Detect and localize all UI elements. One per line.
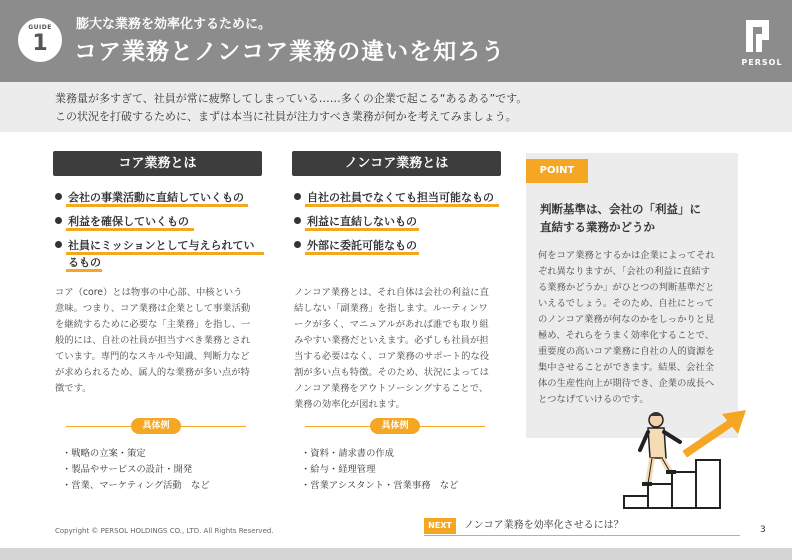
noncore-bullet-1-text: 自社の社員でなくても担当可能なもの [307, 191, 494, 204]
next-underline [424, 535, 740, 536]
core-bullet-1-text: 会社の事業活動に直結していくもの [68, 191, 244, 204]
core-example-item: ・営業、マーケティング活動 など [62, 480, 210, 491]
bullet-dot [294, 217, 301, 224]
noncore-description [294, 285, 489, 413]
core-desc-line: を継続するために必要な「主業務」を指し、一 [55, 319, 251, 330]
persol-logo [738, 18, 786, 70]
logo-text: PERSOL [741, 58, 783, 67]
core-example-item: ・戦略の立案・策定 [62, 448, 146, 459]
core-desc-line: 徴です。 [55, 383, 92, 394]
point-body-line: のノンコア業務が何なのかをしっかりと見 [538, 314, 715, 325]
core-desc-line: 意味。つまり、コア業務は企業として事業活動 [55, 303, 251, 314]
copyright-text: Copyright © PERSOL HOLDINGS CO., LTD. All Rights Reserved. [55, 527, 274, 535]
noncore-bullet-2-text: 利益に直結しないもの [307, 215, 417, 228]
point-body-line: る業務かどうか」がひとつの判断基準だと [538, 282, 715, 293]
core-heading: コア業務とは [53, 151, 262, 176]
bullet-dot [55, 241, 62, 248]
point-body-line: 集中させることができます。結果、会社全 [538, 362, 714, 373]
core-bullet-2-underline [66, 228, 194, 231]
core-desc-line: ています。専門的なスキルや知識、判断力など [55, 351, 250, 362]
point-body-line: いえるでしょう。そのため、自社にとって [538, 298, 714, 309]
intro-panel [0, 82, 792, 132]
bullet-dot [55, 193, 62, 200]
guide-number: 1 [32, 31, 48, 56]
point-body-line: 極め、それらをうまく効率化することで、 [538, 330, 715, 341]
noncore-desc-line: 業務の効率化が図れます。 [294, 399, 405, 410]
noncore-bullet-3-underline [305, 252, 419, 255]
core-bullet-3 [55, 237, 255, 253]
point-title [540, 200, 701, 236]
noncore-bullet-3 [294, 237, 417, 253]
next-link-text: ノンコア業務を効率化させるには？ [464, 520, 624, 531]
point-body [538, 248, 715, 408]
noncore-example-item: ・営業アシスタント・営業事務 など [301, 480, 459, 491]
noncore-desc-line: ークが多く、マニュアルがあれば誰でも取り組 [294, 319, 489, 330]
core-bullet-3-cont-underline [66, 269, 102, 272]
point-body-line: ぞれ異なりますが、「会社の利益に直結す [538, 266, 710, 277]
core-bullet-2 [55, 213, 189, 229]
noncore-bullet-1-underline [305, 204, 499, 207]
noncore-example-item: ・給与・経理管理 [301, 464, 376, 475]
noncore-desc-line: みやすい業務だといえます。必ずしも社員が担 [294, 335, 489, 346]
noncore-example-item: ・資料・請求書の作成 [301, 448, 394, 459]
point-title-line: 直結する業務かどうか [540, 220, 655, 234]
bullet-dot [294, 193, 301, 200]
page-header [0, 0, 792, 82]
next-tag: NEXT [424, 518, 456, 534]
page-number: 3 [760, 525, 766, 535]
core-bullet-2-text: 利益を確保していくもの [68, 215, 189, 228]
core-example-list [62, 446, 210, 494]
next-link[interactable] [424, 516, 740, 536]
point-title-line: 判断基準は、会社の「利益」に [540, 202, 701, 216]
intro-line-2: この状況を打破するために、まずは本当に社員が注力すべき業務が何かを考えてみましょう。 [55, 110, 517, 123]
core-example-badge: 具体例 [131, 418, 181, 434]
noncore-bullet-2-underline [305, 228, 419, 231]
core-example-item: ・製品やサービスの設計・開発 [62, 464, 193, 475]
core-desc-line: コア（core）とは物事の中心部、中核という [55, 287, 243, 298]
noncore-example-list [301, 446, 458, 494]
core-bullet-1-underline [66, 204, 248, 207]
point-body-line: 重要度の高いコア業務に自社の人的資源を [538, 346, 715, 357]
noncore-desc-line: ノンコア業務とは、それ自体は会社の利益に直 [294, 287, 489, 298]
bottom-bar [0, 548, 792, 560]
core-bullet-1 [55, 189, 244, 205]
noncore-desc-line: 当する必要はなく、コア業務のサポート的な役 [294, 351, 490, 362]
noncore-desc-line: ノンコア業務をアウトソーシングすることで、 [294, 383, 489, 394]
point-body-line: 何をコア業務とするかは企業によってそれ [538, 250, 715, 261]
noncore-example-badge: 具体例 [370, 418, 420, 434]
persol-logo-icon [746, 18, 776, 54]
core-description [55, 285, 250, 397]
noncore-bullet-1 [294, 189, 494, 205]
noncore-bullet-3-text: 外部に委託可能なもの [307, 239, 417, 252]
page-subtitle: 膨大な業務を効率化するために。 [76, 17, 272, 32]
bullet-dot [294, 241, 301, 248]
intro-line-1: 業務量が多すぎて、社員が常に疲弊してしまっている……多くの企業で起こる“あるある”です。 [55, 92, 528, 105]
noncore-bullet-2 [294, 213, 417, 229]
guide-label: GUIDE [28, 24, 52, 31]
core-desc-line: 般的には、自社の社員が担当すべき業務とされ [55, 335, 251, 346]
core-desc-line: が求められるため、属人的な業務が多い点が特 [55, 367, 250, 378]
noncore-heading: ノンコア業務とは [292, 151, 501, 176]
page-title: コア業務とノンコア業務の違いを知ろう [74, 39, 506, 65]
point-body-line: とつなげていけるのです。 [538, 394, 649, 405]
point-tag: POINT [526, 159, 588, 183]
guide-badge [18, 18, 62, 62]
core-bullet-3-text: 社員にミッションとして与えられてい [68, 239, 255, 252]
climbing-stairs-illustration [604, 392, 750, 510]
point-body-line: 体の生産性向上が期待でき、企業の成長へ [538, 378, 715, 389]
noncore-desc-line: 割が多い点も特徴。そのため、状況によっては [294, 367, 489, 378]
bullet-dot [55, 217, 62, 224]
core-bullet-3-cont: るもの [68, 256, 101, 269]
noncore-desc-line: 結しない「副業務」を指します。ルーティンワ [294, 303, 488, 314]
